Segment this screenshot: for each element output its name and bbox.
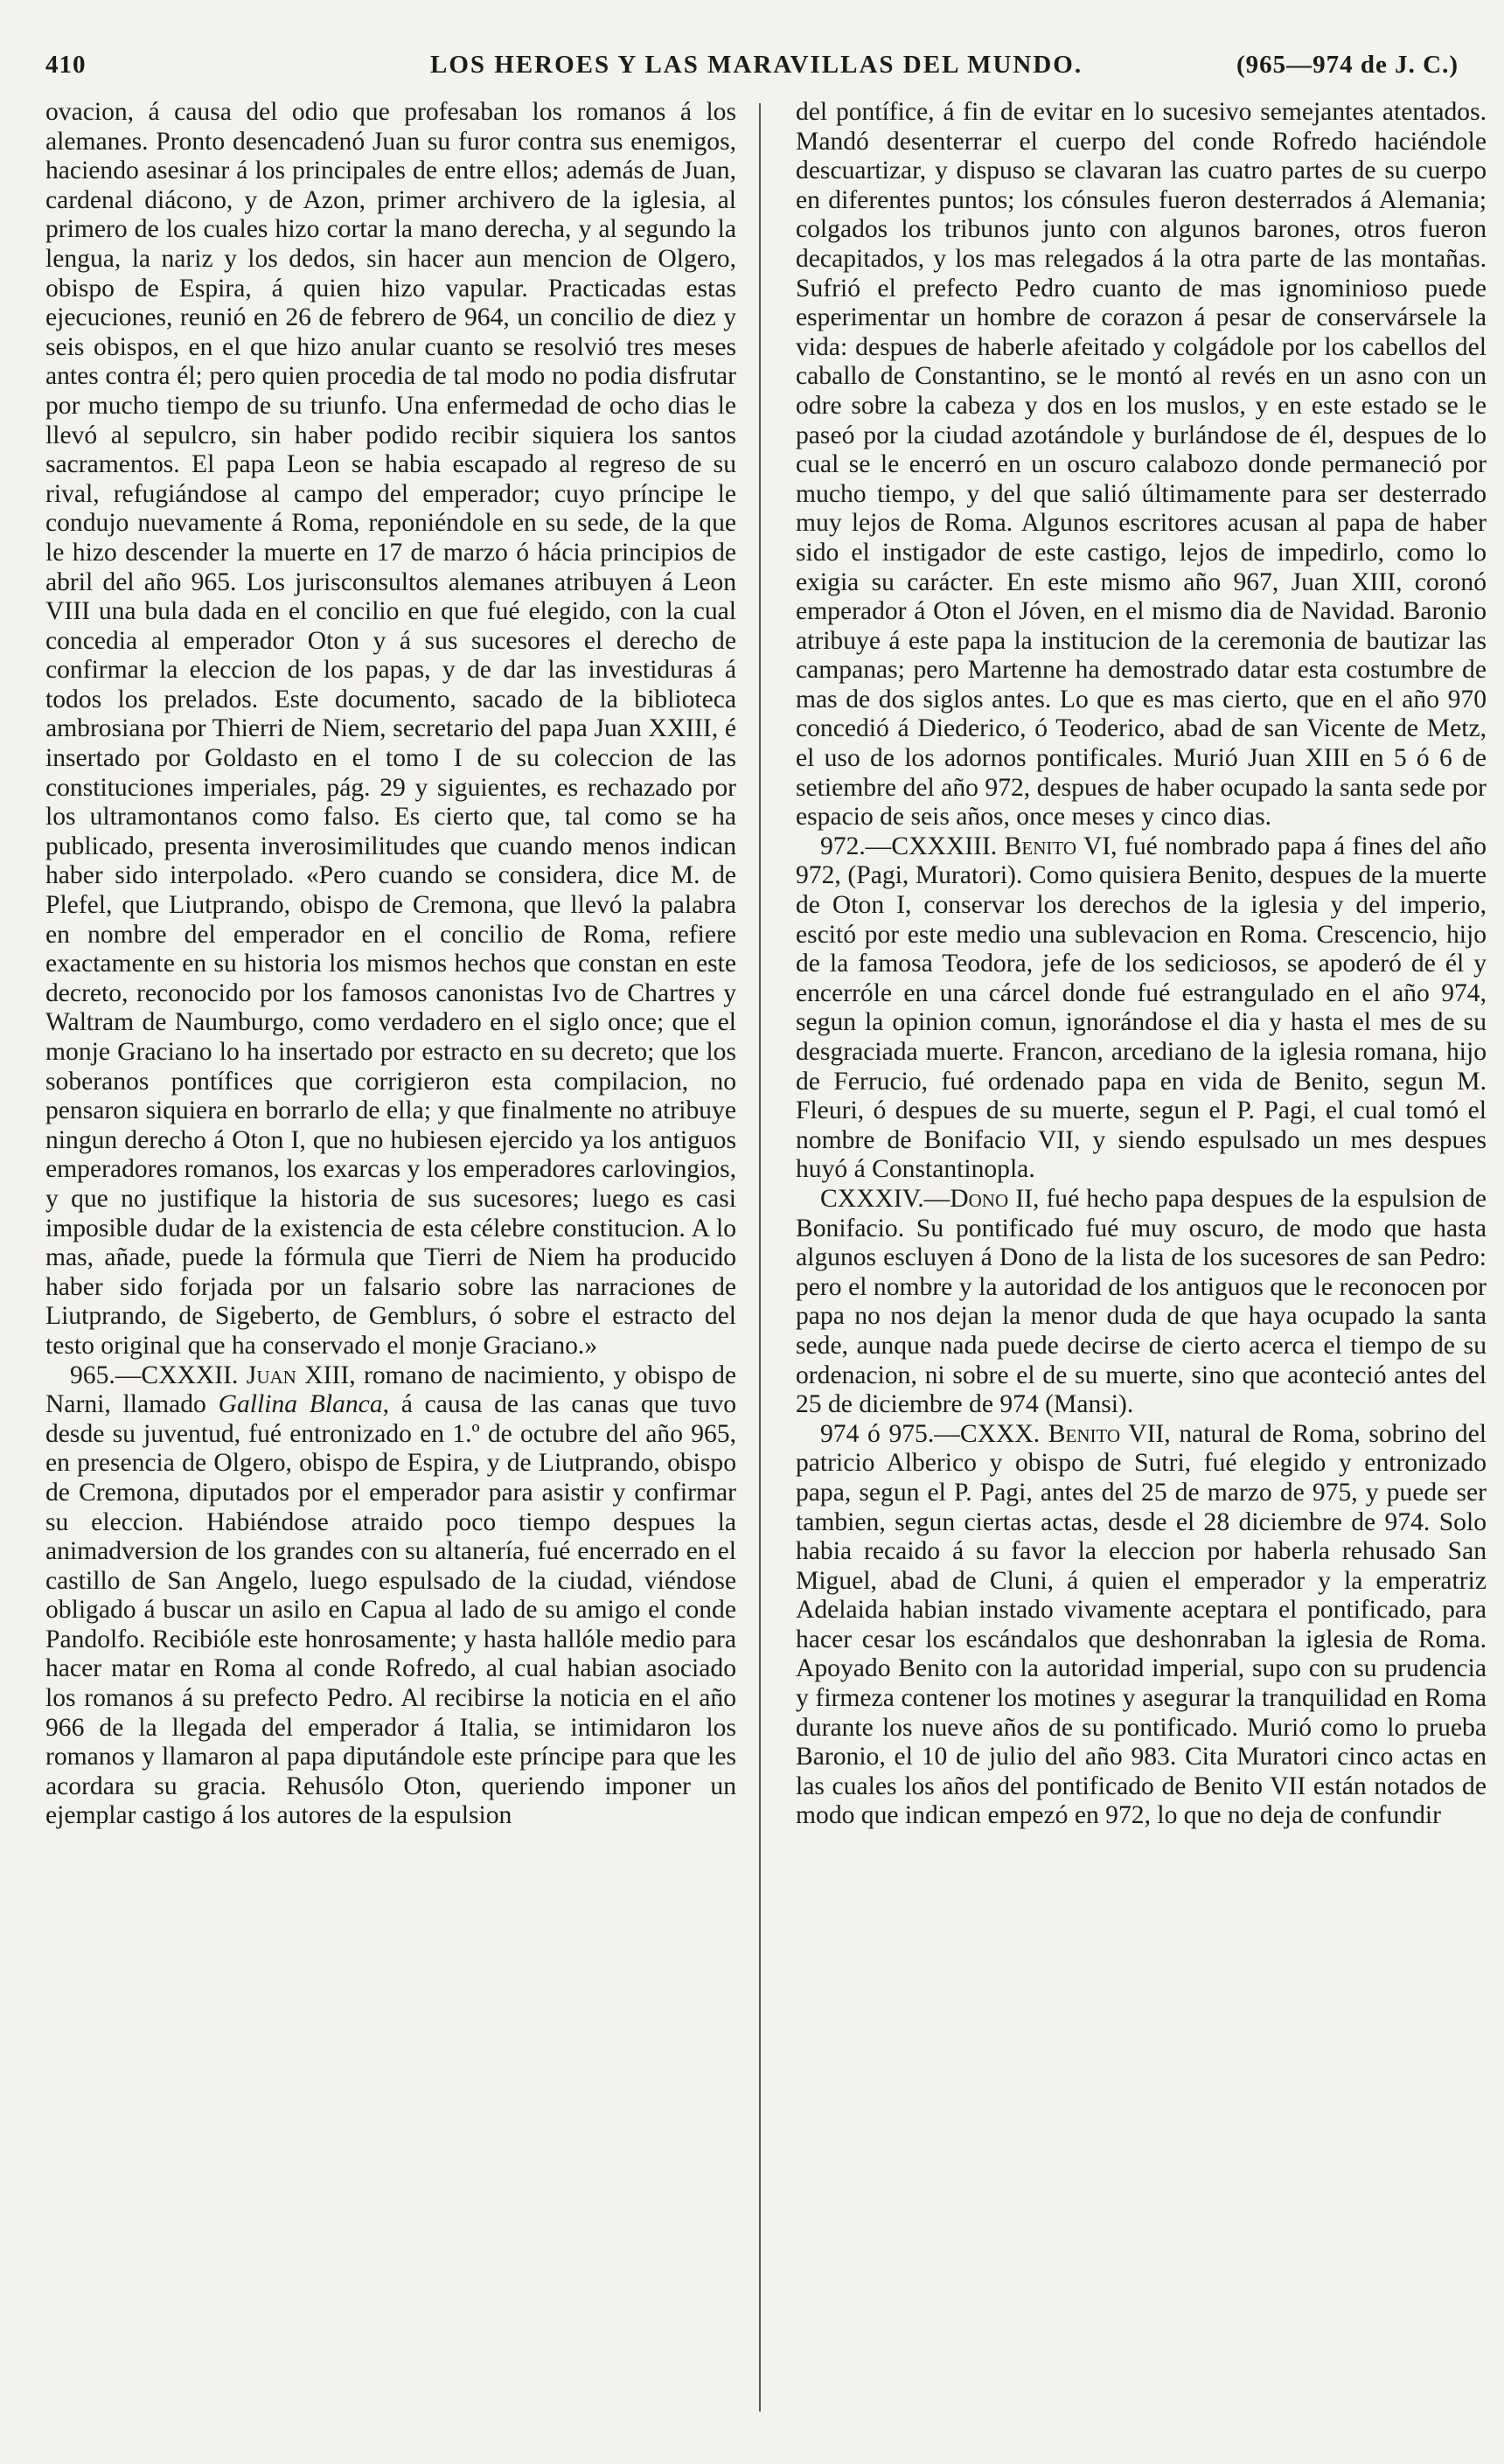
entry-number: 972.—CXXXIII.: [820, 832, 998, 860]
entry-number: 974 ó 975.—CXXX.: [820, 1419, 1041, 1448]
paragraph-juan-xiii: [45, 1361, 736, 1832]
running-header: [45, 51, 1459, 94]
paragraph-juan-xiii-cont: del pontífice, á fin de evitar en lo sucesivo semejantes atentados. Mandó desenterrar el cuerpo del conde Rofredo haciéndole descuartizar, y dispuso se clavaran las cuatro partes de su cuerpo en diferentes puntos; los cónsules fueron desterrados á Alemania; colgados los tribunos junto con algunos barones, otros fueron decapitados, y los mas relegados á la otra parte de las montañas. Sufrió el prefecto Pedro cuanto de mas ignominioso puede esperimentar un hombre de corazon á pesar de conservársele la vida: despues de haberle afeitado y colgádole por los cabellos del caballo de Constantino, se le montó al revés en un asno con un odre sobre la cabeza y dos en los muslos, y en este estado se le paseó por la ciudad azotándole y burlándose de él, despues de lo cual se le encerró en un oscuro calabozo donde permaneció por mucho tiempo, y del que salió últimamente para ser desterrado muy lejos de Roma. Algunos escritores acusan al papa de haber sido el instigador de este castigo, lejos de impedirlo, como lo exigia su carácter. En este mismo año 967, Juan XIII, coronó emperador á Oton el Jóven, en el mismo dia de Navidad. Baronio atribuye á este papa la institucion de la ceremonia de bautizar las campanas; pero Martenne ha demostrado datar esta costumbre de mas de dos siglos antes. Lo que es mas cierto, que en el año 970 concedió á Diederico, ó Teoderico, abad de san Vicente de Metz, el uso de los adornos pontificales. Murió Juan XIII en 5 ó 6 de setiembre del año 972, despues de haber ocupado la santa sede por espacio de seis años, once meses y cinco dias.: [796, 98, 1487, 832]
paragraph-text: , á causa de las canas que tuvo desde su juventud, fué entronizado en 1.º de octubre del año 965, en presencia de Olgero, obispo de Espira, y de Liutprando, obispo de Cremona, diputados por el emperador para asistir y confirmar su eleccion. Habiéndose atraido poco tiempo despues la animadversion de los grandes con su altanería, fué encerrado en el castillo de San Angelo, luego espulsado de la ciudad, viéndose obligado á buscar un asilo en Capua al lado de su amigo el conde Pandolfo. Recibióle este honrosamente; y hasta hallóle medio para hacer matar en Roma al conde Rofredo, al cual habian asociado los romanos á su prefecto Pedro. Al recibirse la noticia en el año 966 de la llegada del emperador á Italia, se intimidaron los romanos y llamaron al papa diputándole este príncipe para que les acordara su gracia. Rehusólo Oton, queriendo imponer un ejemplar castigo á los autores de la espulsion: [45, 1390, 736, 1830]
paragraph-dono-ii: [796, 1185, 1487, 1420]
pope-name: Dono II: [950, 1184, 1033, 1213]
column-divider: [759, 103, 761, 2412]
entry-number: 965.—CXXXII.: [70, 1361, 239, 1389]
paragraph-benito-vi: [796, 832, 1487, 1185]
paragraph-text: , fué hecho papa despues de la espulsion de Bonifacio. Su pontificado fué muy oscuro, de modo que hasta algunos escluyen á Dono de la lista de los sucesores de san Pedro: pero el nombre y la autoridad de los antiguos que le reconocen por papa no nos dejan la menor duda de que haya ocupado la santa sede, aunque nada puede decirse de cierto acerca el tiempo de su ordenacion, ni sobre el de su muerte, sino que aconteció antes del 25 de diciembre de 974 (Mansi).: [796, 1184, 1487, 1419]
pope-name: Benito VI: [1004, 832, 1111, 860]
paragraph-text: , fué nombrado papa á fines del año 972, (Pagi, Muratori). Como quisiera Benito, despues de la muerte de Oton I, conservar los derechos de la iglesia y del imperio, escitó por este medio una sublevacion en Roma. Crescencio, hijo de la famosa Teodora, jefe de los sediciosos, se apoderó de él y encerróle en una cárcel donde fué estrangulado en el año 974, segun la opinion comun, ignorándose el dia y hasta el mes de su desgraciada muerte. Francon, arcediano de la iglesia romana, hijo de Ferrucio, fué ordenado papa en vida de Benito, segun M. Fleuri, ó despues de su muerte, segun el P. Pagi, el cual tomó el nombre de Bonifacio VII, y siendo espulsado un mes despues huyó á Constantinopla.: [796, 832, 1487, 1184]
nickname: Gallina Blanca: [218, 1390, 383, 1419]
left-column: [45, 98, 736, 1831]
running-title: LOS HEROES Y LAS MARAVILLAS DEL MUNDO.: [430, 51, 1083, 79]
pope-name: Juan XIII: [246, 1361, 350, 1389]
page-number: 410: [45, 51, 87, 79]
paragraph-text: , romano de nacimiento, y obispo de Narni, llamado: [45, 1361, 737, 1419]
paragraph-benito-vii: [796, 1420, 1487, 1831]
paragraph-leon-viii: ovacion, á causa del odio que profesaban los romanos á los alemanes. Pronto desencadenó Juan su furor contra sus enemigos, haciendo asesinar á los principales de entre ellos; además de Juan, cardenal diácono, y de Azon, primer archivero de la iglesia, al primero de los cuales hizo cortar la mano derecha, y al segundo la lengua, la nariz y los dedos, sin hacer aun mencion de Olgero, obispo de Espira, á quien hizo vapular. Practicadas estas ejecuciones, reunió en 26 de febrero de 964, un concilio de diez y seis obispos, en el que hizo anular cuanto se resolvió tres meses antes contra él; pero quien procedia de tal modo no podia disfrutar por mucho tiempo de su triunfo. Una enfermedad de ocho dias le llevó al sepulcro, sin haber podido recibir siquiera los santos sacramentos. El papa Leon se habia escapado al regreso de su rival, refugiándose al campo del emperador; cuyo príncipe le condujo nuevamente á Roma, reponiéndole en su sede, de la que le hizo descender la muerte en 17 de marzo ó hácia principios de abril del año 965. Los jurisconsultos alemanes atribuyen á Leon VIII una bula dada en el concilio en que fué elegido, con la cual concedia al emperador Oton y á sus sucesores el derecho de confirmar la eleccion de los papas, y de dar las investiduras á todos los prelados. Este documento, sacado de la biblioteca ambrosiana por Thierri de Niem, secretario del papa Juan XXIII, é insertado por Goldasto en el tomo I de su coleccion de las constituciones imperiales, pág. 29 y siguientes, es rechazado por los ultramontanos como falso. Es cierto que, tal como se ha publicado, presenta inverosimilitudes que cuando menos indican haber sido interpolado. «Pero cuando se considera, dice M. de Plefel, que Liutprando, obispo de Cremona, que llevó la palabra en nombre del emperador en el concilio de Roma, refiere exactamente en su historia los mismos hechos que constan en este decreto, reconocido por los famosos canonistas Ivo de Chartres y Waltram de Naumburgo, como verdadero en el siglo once; que el monje Graciano lo ha insertado por estracto en su decreto; que los soberanos pontífices que corrigieron esta compilacion, no pensaron siquiera en borrarlo de ella; y que finalmente no atribuye ningun derecho á Oton I, que no hubiesen ejercido ya los antiguos emperadores romanos, los exarcas y los emperadores carlovingios, y que no justifique la historia de sus sucesores; luego es casi imposible dudar de la existencia de esta célebre constitucion. A lo mas, añade, puede la fórmula que Tierri de Niem ha producido haber sido forjada por un falsario sobre las narraciones de Liutprando, de Sigeberto, de Gemblurs, ó sobre el estracto del testo original que ha conservado el monje Graciano.»: [45, 98, 736, 1360]
date-range: (965—974 de J. C.): [1236, 51, 1459, 79]
entry-number: CXXXIV.—: [820, 1184, 950, 1213]
pope-name: Benito VII: [1048, 1419, 1165, 1448]
paragraph-text: , natural de Roma, sobrino del patricio Alberico y obispo de Sutri, fué elegido y entronizado papa, segun el P. Pagi, antes del 25 de marzo de 975, y puede ser tambien, segun ciertas actas, desde el 28 diciembre de 974. Solo habia recaido á su favor la eleccion por haberla rehusado San Miguel, abad de Cluni, á quien el emperador y la emperatriz Adelaida habian instado vivamente aceptara el pontificado, para hacer cesar los escándalos que deshonraban la iglesia de Roma. Apoyado Benito con la autoridad imperial, supo con su prudencia y firmeza contener los motines y asegurar la tranquilidad en Roma durante los nueve años de su pontificado. Murió como lo prueba Baronio, el 10 de julio del año 983. Cita Muratori cinco actas en las cuales los años del pontificado de Benito VII están notados de modo que indican empezó en 972, lo que no deja de confundir: [796, 1419, 1487, 1830]
right-column: [796, 98, 1487, 1831]
